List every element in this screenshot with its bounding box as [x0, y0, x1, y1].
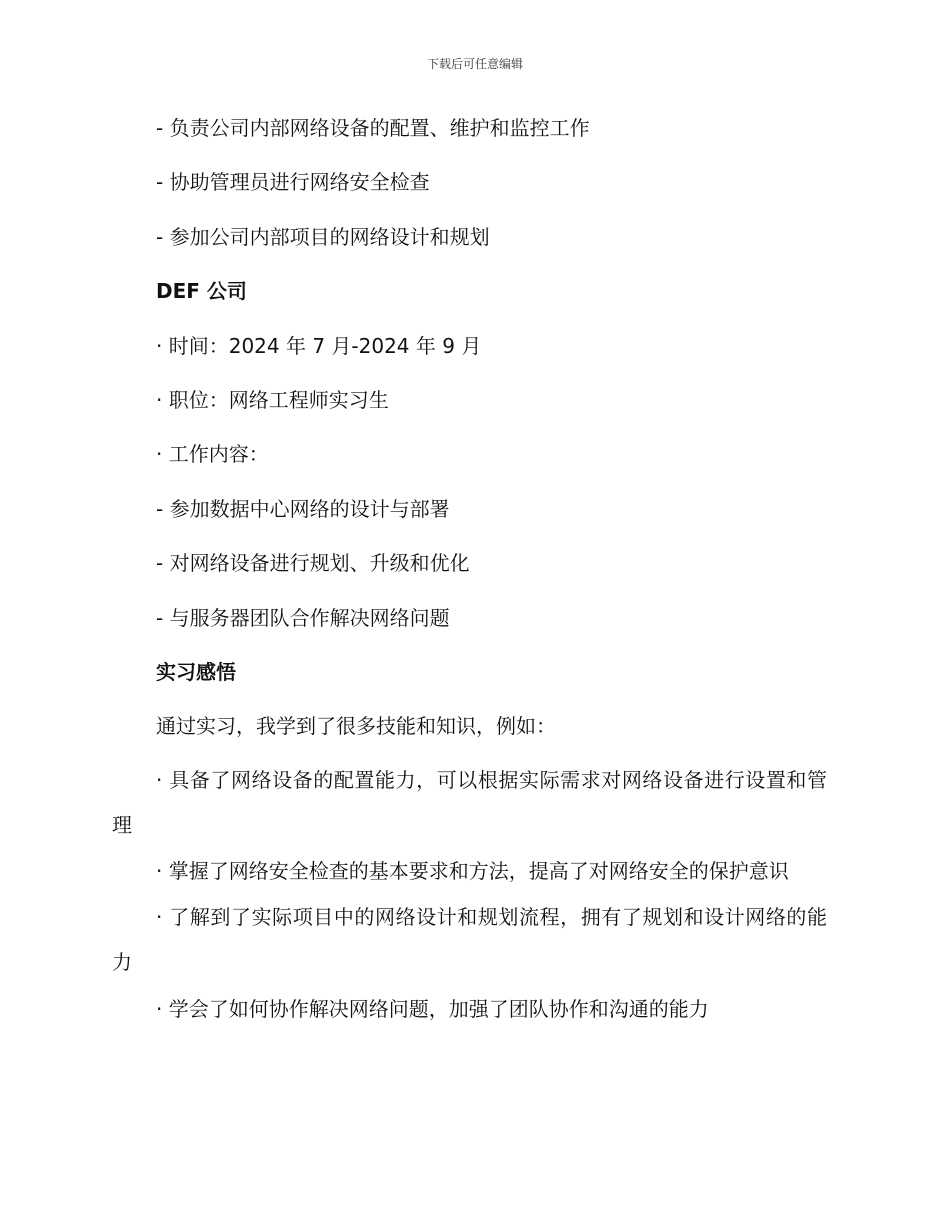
reflection-point: · 学会了如何协作解决网络问题，加强了团队协作和沟通的能力: [156, 996, 709, 1021]
list-item-work-content: · 工作内容：: [156, 442, 269, 467]
section-heading-def-company: DEF 公司: [156, 279, 247, 304]
list-item: - 对网络设备进行规划、升级和优化: [156, 551, 470, 576]
section-heading-reflection: 实习感悟: [156, 659, 236, 684]
list-item: - 参加数据中心网络的设计与部署: [156, 496, 450, 521]
document-body: [112, 113, 827, 1041]
reflection-point: · 具备了网络设备的配置能力，可以根据实际需求对网络设备进行设置和管理: [112, 767, 827, 837]
reflection-point: · 了解到了实际项目中的网络设计和规划流程，拥有了规划和设计网络的能力: [112, 905, 827, 975]
header-note: 下载后可任意编辑: [426, 57, 523, 71]
list-item: - 负责公司内部网络设备的配置、维护和监控工作: [156, 116, 590, 140]
list-item-time: · 时间：2024 年 7 月-2024 年 9 月: [156, 333, 482, 358]
reflection-intro: 通过实习，我学到了很多技能和知识，例如：: [156, 714, 556, 739]
list-item-position: · 职位：网络工程师实习生: [156, 387, 389, 412]
list-item: - 与服务器团队合作解决网络问题: [156, 605, 450, 630]
list-item: - 协助管理员进行网络安全检查: [156, 170, 430, 195]
reflection-point: · 掌握了网络安全检查的基本要求和方法，提高了对网络安全的保护意识: [156, 859, 789, 884]
list-item: - 参加公司内部项目的网络设计和规划: [156, 224, 490, 249]
